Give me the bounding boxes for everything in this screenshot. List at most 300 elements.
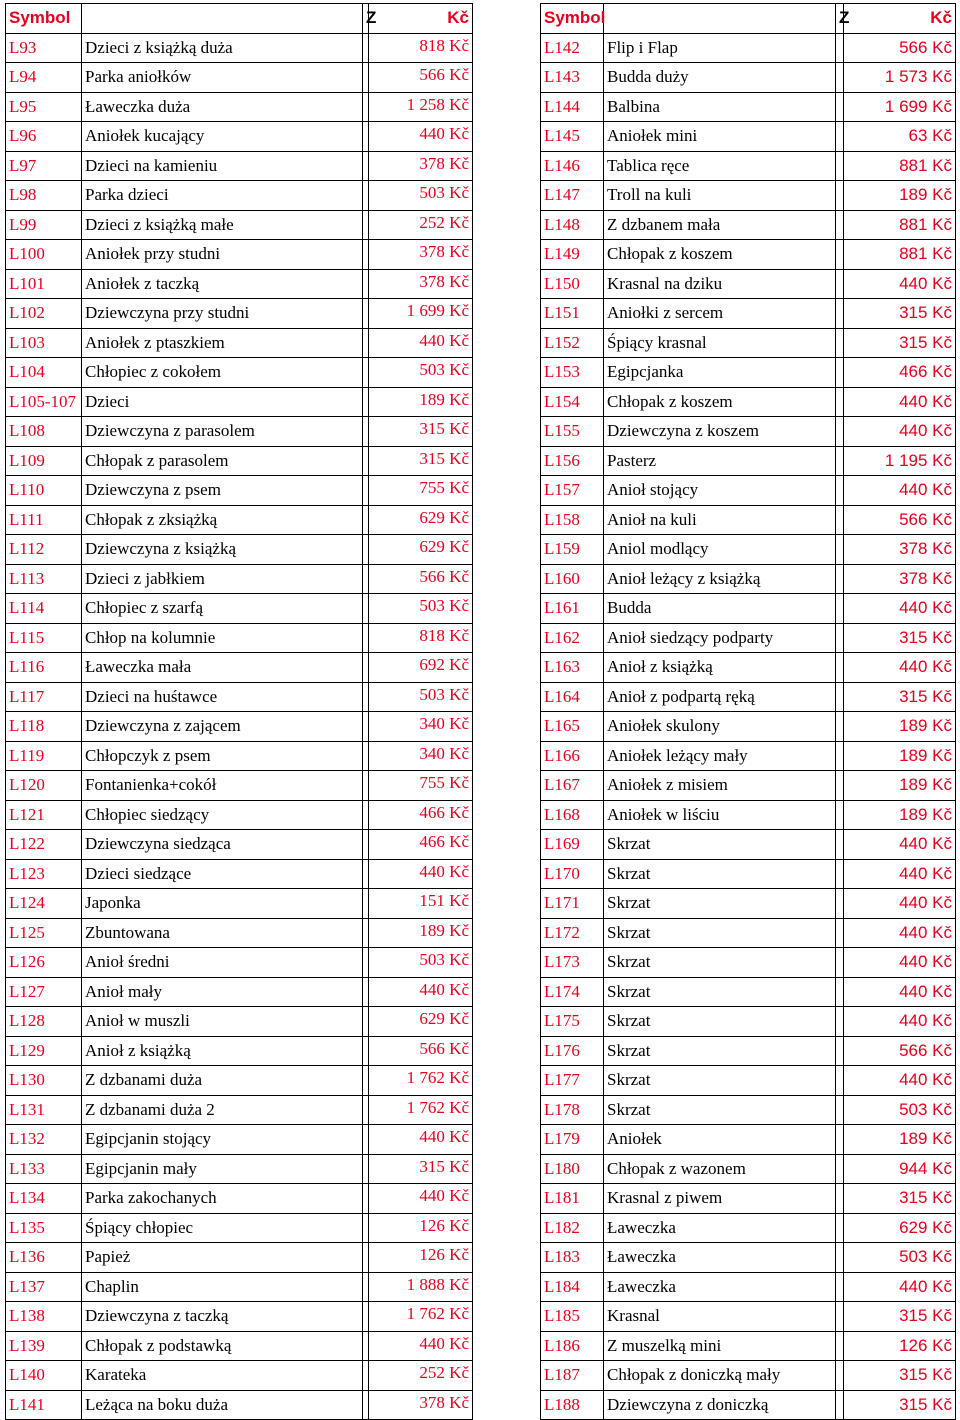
- price-cell: 566 Kč: [369, 1036, 473, 1066]
- table-row: [6, 210, 473, 240]
- price-cell: 566 Kč: [844, 33, 956, 63]
- table-row: [541, 1154, 956, 1184]
- table-row: [541, 1007, 956, 1037]
- name-cell: Chłopak z wazonem: [604, 1154, 836, 1184]
- symbol-cell: L122: [6, 830, 82, 860]
- table-row: [6, 771, 473, 801]
- symbol-cell: L104: [6, 358, 82, 388]
- symbol-cell: L137: [6, 1272, 82, 1302]
- table-row: [6, 1154, 473, 1184]
- symbol-cell: L157: [541, 476, 604, 506]
- name-cell: Troll na kuli: [604, 181, 836, 211]
- price-cell: 1 762 Kč: [369, 1066, 473, 1096]
- price-cell: 440 Kč: [844, 889, 956, 919]
- z-cell: [836, 948, 844, 978]
- name-cell: Dzieci z książką duża: [82, 33, 363, 63]
- table-row: [6, 446, 473, 476]
- table-row: [541, 712, 956, 742]
- price-cell: 378 Kč: [369, 1390, 473, 1420]
- price-cell: 466 Kč: [844, 358, 956, 388]
- name-cell: Chłopiec z szarfą: [82, 594, 363, 624]
- price-cell: 315 Kč: [844, 1390, 956, 1420]
- z-cell: [836, 476, 844, 506]
- z-cell: [836, 181, 844, 211]
- name-cell: Chłopczyk z psem: [82, 741, 363, 771]
- symbol-cell: L138: [6, 1302, 82, 1332]
- z-cell: [836, 240, 844, 270]
- name-cell: Chłopak z doniczką mały: [604, 1361, 836, 1391]
- z-cell: [836, 1243, 844, 1273]
- price-cell: 566 Kč: [369, 564, 473, 594]
- name-cell: Papież: [82, 1243, 363, 1273]
- name-cell: Aniol modlący: [604, 535, 836, 565]
- symbol-cell: L154: [541, 387, 604, 417]
- table-row: [541, 269, 956, 299]
- price-cell: 503 Kč: [369, 358, 473, 388]
- symbol-cell: L160: [541, 564, 604, 594]
- price-table-right: [540, 3, 956, 1420]
- name-cell: Z dzbanami duża 2: [82, 1095, 363, 1125]
- name-cell: Skrzat: [604, 1095, 836, 1125]
- price-cell: 378 Kč: [844, 564, 956, 594]
- name-cell: Aniołek w liściu: [604, 800, 836, 830]
- name-cell: Aniołek przy studni: [82, 240, 363, 270]
- symbol-cell: L119: [6, 741, 82, 771]
- price-cell: 189 Kč: [844, 712, 956, 742]
- name-cell: Egipcjanka: [604, 358, 836, 388]
- price-cell: 315 Kč: [844, 1184, 956, 1214]
- price-cell: 1 573 Kč: [844, 63, 956, 93]
- name-cell: Krasnal: [604, 1302, 836, 1332]
- symbol-cell: L102: [6, 299, 82, 329]
- price-cell: 378 Kč: [369, 240, 473, 270]
- symbol-cell: L165: [541, 712, 604, 742]
- table-row: [541, 1272, 956, 1302]
- price-cell: 881 Kč: [844, 151, 956, 181]
- symbol-cell: L136: [6, 1243, 82, 1273]
- table-row: [6, 653, 473, 683]
- table-row: [541, 1390, 956, 1420]
- symbol-cell: L135: [6, 1213, 82, 1243]
- table-row: [541, 299, 956, 329]
- name-cell: Parka zakochanych: [82, 1184, 363, 1214]
- name-cell: Aniołek skulony: [604, 712, 836, 742]
- table-row: [541, 358, 956, 388]
- name-cell: Chłopiec z cokołem: [82, 358, 363, 388]
- table-row: [6, 977, 473, 1007]
- price-cell: 189 Kč: [369, 918, 473, 948]
- name-cell: Dziewczyna siedząca: [82, 830, 363, 860]
- z-cell: [836, 505, 844, 535]
- z-cell: [836, 63, 844, 93]
- z-cell: [836, 1361, 844, 1391]
- symbol-cell: L140: [6, 1361, 82, 1391]
- rows-left: [6, 33, 473, 1420]
- z-cell: [836, 535, 844, 565]
- symbol-cell: L110: [6, 476, 82, 506]
- z-cell: [836, 1390, 844, 1420]
- symbol-cell: L163: [541, 653, 604, 683]
- symbol-cell: L111: [6, 505, 82, 535]
- price-cell: 440 Kč: [369, 328, 473, 358]
- table-row: [541, 1066, 956, 1096]
- name-cell: Aniołek kucający: [82, 122, 363, 152]
- price-cell: 315 Kč: [369, 417, 473, 447]
- z-cell: [836, 623, 844, 653]
- table-row: [541, 240, 956, 270]
- symbol-cell: L166: [541, 741, 604, 771]
- symbol-cell: L181: [541, 1184, 604, 1214]
- table-row: [6, 1036, 473, 1066]
- name-cell: Japonka: [82, 889, 363, 919]
- name-cell: Z muszelką mini: [604, 1331, 836, 1361]
- table-row: [6, 535, 473, 565]
- price-cell: 378 Kč: [844, 535, 956, 565]
- table-row: [6, 1331, 473, 1361]
- z-cell: [836, 771, 844, 801]
- symbol-cell: L94: [6, 63, 82, 93]
- table-row: [541, 505, 956, 535]
- price-cell: 440 Kč: [844, 830, 956, 860]
- header-symbol: Symbol: [541, 4, 604, 34]
- table-row: [541, 1302, 956, 1332]
- price-cell: 440 Kč: [369, 1184, 473, 1214]
- symbol-cell: L176: [541, 1036, 604, 1066]
- symbol-cell: L98: [6, 181, 82, 211]
- price-cell: 440 Kč: [369, 122, 473, 152]
- z-cell: [836, 92, 844, 122]
- symbol-cell: L148: [541, 210, 604, 240]
- table-row: [541, 1331, 956, 1361]
- symbol-cell: L139: [6, 1331, 82, 1361]
- name-cell: Aniołek leżący mały: [604, 741, 836, 771]
- table-row: [6, 1184, 473, 1214]
- table-row: [541, 181, 956, 211]
- symbol-cell: L169: [541, 830, 604, 860]
- name-cell: Parka aniołków: [82, 63, 363, 93]
- table-row: [6, 800, 473, 830]
- table-row: [541, 1036, 956, 1066]
- name-cell: Budda duży: [604, 63, 836, 93]
- price-cell: 189 Kč: [844, 771, 956, 801]
- price-cell: 189 Kč: [844, 181, 956, 211]
- name-cell: Chłopak z koszem: [604, 240, 836, 270]
- name-cell: Anioł z podpartą ręką: [604, 682, 836, 712]
- symbol-cell: L172: [541, 918, 604, 948]
- name-cell: Aniołek z misiem: [604, 771, 836, 801]
- symbol-cell: L178: [541, 1095, 604, 1125]
- symbol-cell: L145: [541, 122, 604, 152]
- symbol-cell: L124: [6, 889, 82, 919]
- table-row: [541, 1125, 956, 1155]
- header-name: [82, 4, 363, 34]
- name-cell: Ławeczka: [604, 1213, 836, 1243]
- price-cell: 126 Kč: [844, 1331, 956, 1361]
- name-cell: Dziewczyna z koszem: [604, 417, 836, 447]
- name-cell: Aniołki z sercem: [604, 299, 836, 329]
- name-cell: Aniołek: [604, 1125, 836, 1155]
- price-cell: 629 Kč: [369, 505, 473, 535]
- symbol-cell: L168: [541, 800, 604, 830]
- name-cell: Chłopak z podstawką: [82, 1331, 363, 1361]
- symbol-cell: L93: [6, 33, 82, 63]
- z-cell: [836, 417, 844, 447]
- price-cell: 503 Kč: [369, 594, 473, 624]
- z-cell: [836, 299, 844, 329]
- price-cell: 315 Kč: [844, 299, 956, 329]
- z-cell: [836, 269, 844, 299]
- table-row: [541, 476, 956, 506]
- price-cell: 566 Kč: [369, 63, 473, 93]
- name-cell: Ławeczka: [604, 1272, 836, 1302]
- price-cell: 503 Kč: [369, 948, 473, 978]
- symbol-cell: L120: [6, 771, 82, 801]
- symbol-cell: L146: [541, 151, 604, 181]
- price-cell: 466 Kč: [369, 830, 473, 860]
- table-row: [6, 918, 473, 948]
- table-row: [6, 505, 473, 535]
- price-cell: 440 Kč: [844, 1272, 956, 1302]
- table-row: [6, 63, 473, 93]
- table-row: [541, 446, 956, 476]
- price-cell: 1 699 Kč: [369, 299, 473, 329]
- table-row: [6, 299, 473, 329]
- header-symbol: Symbol: [6, 4, 82, 34]
- symbol-cell: L121: [6, 800, 82, 830]
- symbol-cell: L155: [541, 417, 604, 447]
- table-row: [6, 328, 473, 358]
- table-row: [6, 476, 473, 506]
- symbol-cell: L152: [541, 328, 604, 358]
- table-row: [541, 1213, 956, 1243]
- name-cell: Z dzbanami duża: [82, 1066, 363, 1096]
- z-cell: [836, 210, 844, 240]
- symbol-cell: L156: [541, 446, 604, 476]
- price-cell: 629 Kč: [369, 1007, 473, 1037]
- price-cell: 566 Kč: [844, 505, 956, 535]
- table-row: [6, 269, 473, 299]
- table-row: [541, 1243, 956, 1273]
- table-row: [6, 712, 473, 742]
- price-cell: 315 Kč: [844, 328, 956, 358]
- table-row: [541, 151, 956, 181]
- price-cell: 126 Kč: [369, 1213, 473, 1243]
- table-row: [6, 122, 473, 152]
- price-cell: 440 Kč: [844, 594, 956, 624]
- price-cell: 315 Kč: [844, 623, 956, 653]
- price-cell: 1 762 Kč: [369, 1095, 473, 1125]
- z-cell: [836, 859, 844, 889]
- z-cell: [836, 889, 844, 919]
- symbol-cell: L105-107: [6, 387, 82, 417]
- name-cell: Dziewczyna z doniczką: [604, 1390, 836, 1420]
- symbol-cell: L167: [541, 771, 604, 801]
- price-cell: 503 Kč: [369, 682, 473, 712]
- symbol-cell: L103: [6, 328, 82, 358]
- price-cell: 818 Kč: [369, 33, 473, 63]
- name-cell: Aniołek z taczką: [82, 269, 363, 299]
- price-cell: 503 Kč: [369, 181, 473, 211]
- price-cell: 440 Kč: [844, 653, 956, 683]
- header-price: Kč: [844, 4, 956, 34]
- table-row: [6, 181, 473, 211]
- price-cell: 378 Kč: [369, 151, 473, 181]
- price-cell: 818 Kč: [369, 623, 473, 653]
- name-cell: Chłopak z koszem: [604, 387, 836, 417]
- table-row: [6, 417, 473, 447]
- z-cell: [836, 1302, 844, 1332]
- symbol-cell: L134: [6, 1184, 82, 1214]
- symbol-cell: L100: [6, 240, 82, 270]
- symbol-cell: L158: [541, 505, 604, 535]
- table-row: [6, 564, 473, 594]
- table-row: [541, 918, 956, 948]
- z-cell: [836, 1213, 844, 1243]
- price-cell: 440 Kč: [844, 1007, 956, 1037]
- table-row: [541, 210, 956, 240]
- name-cell: Karateka: [82, 1361, 363, 1391]
- table-row: [6, 358, 473, 388]
- z-cell: [836, 1095, 844, 1125]
- name-cell: Budda: [604, 594, 836, 624]
- table-row: [6, 240, 473, 270]
- price-cell: 440 Kč: [844, 387, 956, 417]
- z-cell: [836, 1331, 844, 1361]
- table-row: [541, 92, 956, 122]
- symbol-cell: L130: [6, 1066, 82, 1096]
- table-row: [541, 830, 956, 860]
- price-cell: 1 888 Kč: [369, 1272, 473, 1302]
- table-row: [541, 122, 956, 152]
- symbol-cell: L184: [541, 1272, 604, 1302]
- z-cell: [836, 712, 844, 742]
- symbol-cell: L133: [6, 1154, 82, 1184]
- symbol-cell: L186: [541, 1331, 604, 1361]
- name-cell: Ławeczka duża: [82, 92, 363, 122]
- price-cell: 503 Kč: [844, 1095, 956, 1125]
- symbol-cell: L108: [6, 417, 82, 447]
- name-cell: Parka dzieci: [82, 181, 363, 211]
- price-cell: 440 Kč: [369, 1331, 473, 1361]
- table-row: [541, 33, 956, 63]
- name-cell: Anioł stojący: [604, 476, 836, 506]
- symbol-cell: L149: [541, 240, 604, 270]
- symbol-cell: L118: [6, 712, 82, 742]
- price-cell: 63 Kč: [844, 122, 956, 152]
- price-cell: 566 Kč: [844, 1036, 956, 1066]
- price-cell: 1 762 Kč: [369, 1302, 473, 1332]
- z-cell: [836, 800, 844, 830]
- name-cell: Chłopak z parasolem: [82, 446, 363, 476]
- table-row: [541, 328, 956, 358]
- z-cell: [836, 918, 844, 948]
- name-cell: Flip i Flap: [604, 33, 836, 63]
- price-cell: 440 Kč: [844, 948, 956, 978]
- table-row: [6, 92, 473, 122]
- z-cell: [836, 328, 844, 358]
- header-row: [541, 4, 956, 34]
- symbol-cell: L101: [6, 269, 82, 299]
- symbol-cell: L128: [6, 1007, 82, 1037]
- symbol-cell: L115: [6, 623, 82, 653]
- symbol-cell: L180: [541, 1154, 604, 1184]
- name-cell: Anioł leżący z książką: [604, 564, 836, 594]
- price-cell: 340 Kč: [369, 741, 473, 771]
- table-row: [541, 387, 956, 417]
- symbol-cell: L164: [541, 682, 604, 712]
- z-cell: [836, 151, 844, 181]
- symbol-cell: L112: [6, 535, 82, 565]
- table-row: [6, 1213, 473, 1243]
- header-z: Z: [836, 4, 844, 34]
- price-cell: 755 Kč: [369, 476, 473, 506]
- table-row: [6, 1125, 473, 1155]
- price-cell: 340 Kč: [369, 712, 473, 742]
- table-row: [6, 1007, 473, 1037]
- table-row: [6, 151, 473, 181]
- name-cell: Anioł z książką: [604, 653, 836, 683]
- symbol-cell: L187: [541, 1361, 604, 1391]
- z-cell: [836, 358, 844, 388]
- symbol-cell: L153: [541, 358, 604, 388]
- name-cell: Balbina: [604, 92, 836, 122]
- name-cell: Dzieci na kamieniu: [82, 151, 363, 181]
- name-cell: Anioł w muszli: [82, 1007, 363, 1037]
- z-cell: [836, 1036, 844, 1066]
- table-row: [6, 387, 473, 417]
- name-cell: Egipcjanin mały: [82, 1154, 363, 1184]
- price-table-left: [5, 3, 473, 1420]
- table-row: [541, 948, 956, 978]
- z-cell: [836, 1066, 844, 1096]
- symbol-cell: L141: [6, 1390, 82, 1420]
- symbol-cell: L131: [6, 1095, 82, 1125]
- name-cell: Chaplin: [82, 1272, 363, 1302]
- name-cell: Dziewczyna z zającem: [82, 712, 363, 742]
- price-cell: 629 Kč: [844, 1213, 956, 1243]
- price-cell: 252 Kč: [369, 1361, 473, 1391]
- table-row: [541, 63, 956, 93]
- z-cell: [836, 682, 844, 712]
- name-cell: Tablica ręce: [604, 151, 836, 181]
- symbol-cell: L99: [6, 210, 82, 240]
- name-cell: Leżąca na boku duża: [82, 1390, 363, 1420]
- symbol-cell: L97: [6, 151, 82, 181]
- table-row: [6, 830, 473, 860]
- price-cell: 315 Kč: [369, 446, 473, 476]
- name-cell: Dzieci siedzące: [82, 859, 363, 889]
- name-cell: Aniołek z ptaszkiem: [82, 328, 363, 358]
- symbol-cell: L159: [541, 535, 604, 565]
- price-cell: 1 258 Kč: [369, 92, 473, 122]
- name-cell: Ławeczka mała: [82, 653, 363, 683]
- price-cell: 440 Kč: [369, 1125, 473, 1155]
- z-cell: [836, 1154, 844, 1184]
- symbol-cell: L147: [541, 181, 604, 211]
- z-cell: [836, 1184, 844, 1214]
- name-cell: Egipcjanin stojący: [82, 1125, 363, 1155]
- price-cell: 440 Kč: [844, 269, 956, 299]
- table-row: [6, 1390, 473, 1420]
- symbol-cell: L123: [6, 859, 82, 889]
- name-cell: Chłopiec siedzący: [82, 800, 363, 830]
- price-cell: 503 Kč: [844, 1243, 956, 1273]
- name-cell: Dzieci: [82, 387, 363, 417]
- table-row: [541, 889, 956, 919]
- price-cell: 944 Kč: [844, 1154, 956, 1184]
- table-row: [541, 800, 956, 830]
- price-cell: 1 195 Kč: [844, 446, 956, 476]
